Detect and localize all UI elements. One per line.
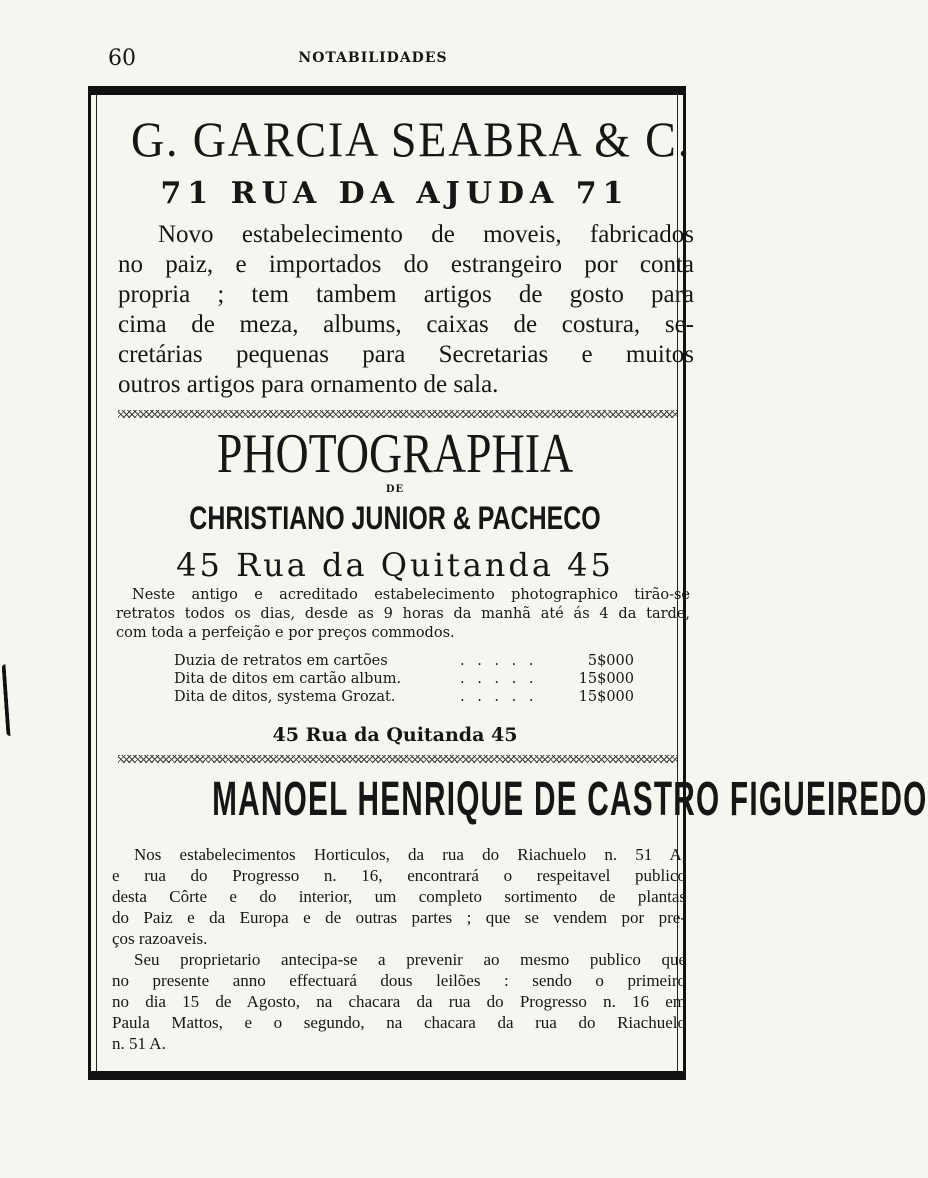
price-item: Dita de ditos em cartão album. [174, 671, 402, 687]
price-row [174, 652, 634, 670]
ad1-line: outros artigos para ornamento de sala. [118, 371, 499, 398]
ad2-body [116, 586, 690, 643]
ad1-address: 71 RUA DA AJUDA 71 [160, 176, 630, 211]
ad1-line: cima de meza, albums, caixas de costura, se- [118, 311, 694, 338]
ad1-line: cretárias pequenas para Secretarias e muitos [118, 341, 694, 368]
ad1-line: Novo estabelecimento de moveis, fabricados [158, 221, 694, 248]
frame-top-rule [91, 89, 683, 95]
ad3-line: ços razoaveis. [112, 929, 208, 948]
ad2-address-bottom: 45 Rua da Quitanda 45 [272, 724, 518, 746]
ad3-line: desta Côrte e do interior, um completo sortimento de plantas [112, 887, 686, 906]
ad3-title: MANOEL HENRIQUE DE CASTRO FIGUEIREDO [212, 773, 928, 826]
ad1-line: propria ; tem tambem artigos de gosto para [118, 281, 694, 308]
wavy-divider [118, 410, 678, 418]
ad1-title: G. GARCIA SEABRA & C. [130, 111, 692, 167]
page-number: 60 [108, 46, 136, 71]
ad3-line: do Paiz e da Europa e de outras partes ; que se vendem por pre- [112, 908, 686, 927]
ad3-line: Seu proprietario antecipa-se a prevenir ao mesmo publico que [134, 950, 686, 969]
ad2-firm: CHRISTIANO JUNIOR & PACHECO [189, 500, 601, 536]
price-value: 5$000 [587, 653, 634, 669]
ad3-line: no presente anno effectuará dous leilões : sendo o primeiro [112, 971, 686, 990]
ad3-line: n. 51 A. [112, 1034, 166, 1053]
frame-bottom-rule [91, 1071, 683, 1077]
price-leader: . . . . . [460, 671, 538, 687]
ad3-line: no dia 15 de Agosto, na chacara da rua do Progresso n. 16 em [112, 992, 686, 1011]
price-row [174, 688, 634, 706]
price-value: 15$000 [578, 689, 634, 705]
ad2-address: 45 Rua da Quitanda 45 [176, 546, 614, 584]
ad2-line: Neste antigo e acreditado estabelecimento photographico tirão-se [132, 587, 690, 603]
price-value: 15$000 [578, 671, 634, 687]
ad3-line: e rua do Progresso n. 16, encontrará o respeitavel publico [112, 866, 686, 885]
ad3-line: Nos estabelecimentos Horticulos, da rua do Riachuelo n. 51 A, [134, 845, 686, 864]
ad2-line: com toda a perfeição e por preços commodos. [116, 625, 455, 641]
price-row [174, 670, 634, 688]
wavy-divider [118, 755, 678, 763]
ad2-de: DE [385, 484, 405, 495]
running-title: NOTABILIDADES [298, 50, 448, 66]
margin-ink-mark [2, 664, 17, 737]
ad2-title: PHOTOGRAPHIA [216, 423, 574, 485]
price-item: Duzia de retratos em cartões [174, 653, 388, 669]
price-list [174, 652, 634, 706]
price-item: Dita de ditos, systema Grozat. [174, 689, 396, 705]
price-leader: . . . . . [460, 689, 538, 705]
ad2-line: retratos todos os dias, desde as 9 horas da manhã até ás 4 da tarde, [116, 606, 690, 622]
ad3-line: Paula Mattos, e o segundo, na chacara da rua do Riachuelo [112, 1013, 686, 1032]
price-leader: . . . . . [460, 653, 538, 669]
ad1-line: no paiz, e importados do estrangeiro por conta [118, 251, 694, 278]
page-header [0, 46, 746, 74]
ad3-body [112, 844, 686, 1054]
ad1-body [118, 220, 694, 400]
